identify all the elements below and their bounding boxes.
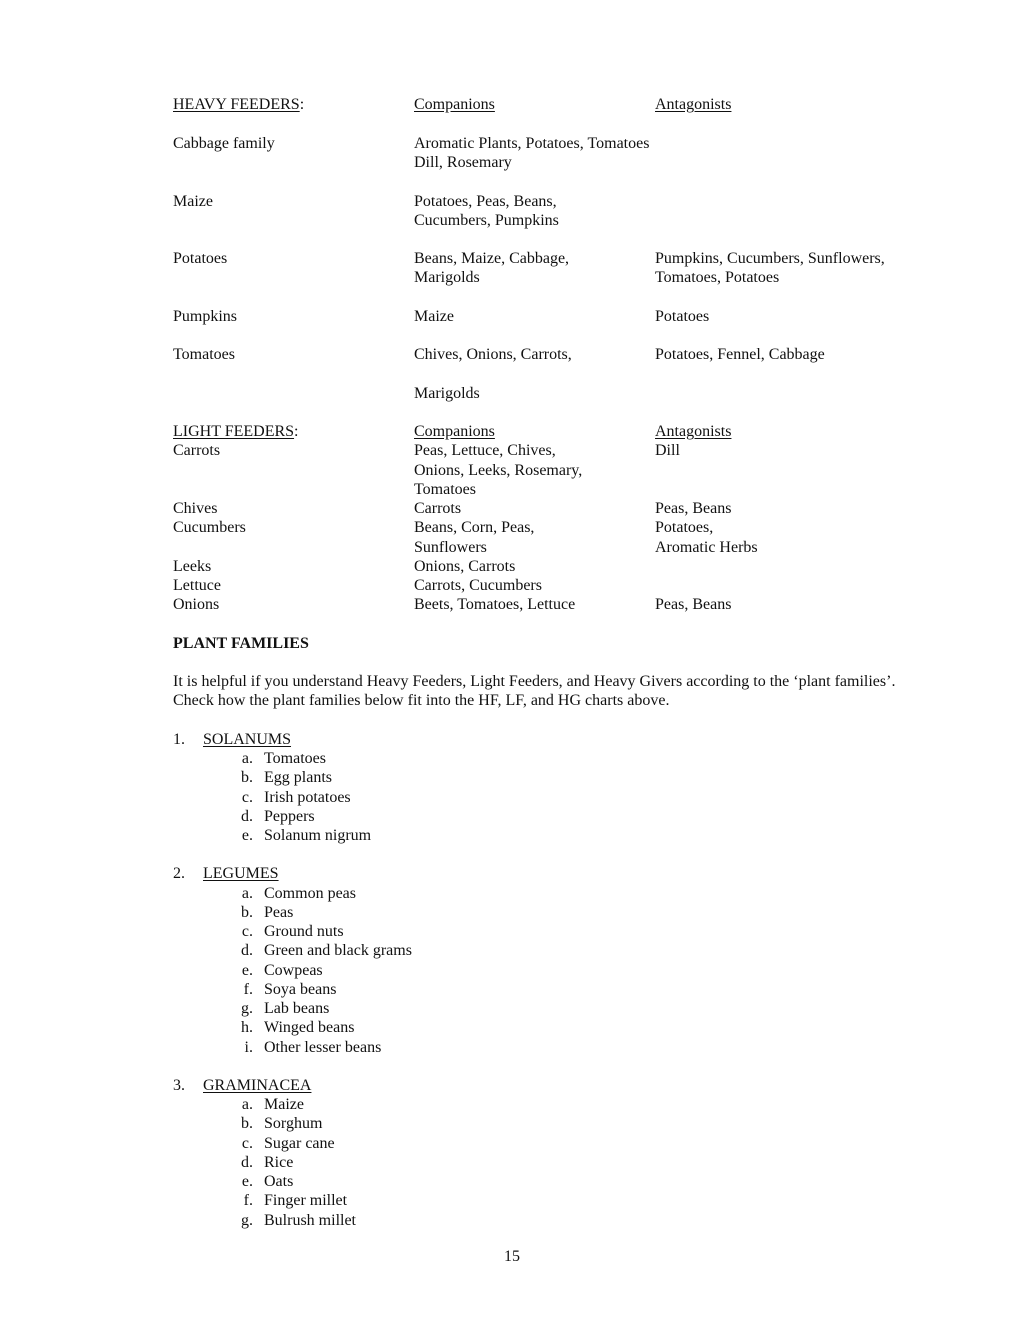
heavy-companion: Chives, Onions, Carrots, xyxy=(414,346,572,363)
heavy-antagonist: Tomatoes, Potatoes xyxy=(655,269,780,286)
light-feeders-heading: LIGHT FEEDERS: xyxy=(173,423,299,440)
page-number: 15 xyxy=(504,1248,520,1265)
light-antagonist: Aromatic Herbs xyxy=(655,539,758,556)
list-item: Other lesser beans xyxy=(264,1039,382,1056)
heavy-plant: Maize xyxy=(173,193,213,210)
light-antagonist: Peas, Beans xyxy=(655,500,732,517)
light-companion: Carrots xyxy=(414,500,462,517)
family-title: LEGUMES xyxy=(203,865,279,882)
heavy-antagonist: Potatoes xyxy=(655,308,710,325)
list-item: Egg plants xyxy=(264,769,332,786)
light-plant: Carrots xyxy=(173,442,221,459)
family-number: 3. xyxy=(173,1077,185,1094)
light-companion: Beets, Tomatoes, Lettuce xyxy=(414,596,576,613)
light-companion: Peas, Lettuce, Chives, xyxy=(414,442,556,459)
item-letter: i. xyxy=(244,1039,253,1056)
list-item: Peas xyxy=(264,904,294,921)
light-plant: Leeks xyxy=(173,558,212,575)
list-item: Irish potatoes xyxy=(264,789,351,806)
list-item: Peppers xyxy=(264,808,315,825)
heavy-plant: Cabbage family xyxy=(173,135,275,152)
family-title: SOLANUMS xyxy=(203,731,292,748)
item-letter: f. xyxy=(243,981,253,998)
list-item: Sorghum xyxy=(264,1115,323,1132)
light-plant: Cucumbers xyxy=(173,519,246,536)
list-item: Green and black grams xyxy=(264,942,412,959)
light-plant: Lettuce xyxy=(173,577,221,594)
light-antagonist: Dill xyxy=(655,442,680,459)
list-item: Tomatoes xyxy=(264,750,326,767)
light-companion: Onions, Leeks, Rosemary, xyxy=(414,462,583,479)
heavy-antagonists-header: Antagonists xyxy=(655,96,732,113)
light-antagonist: Peas, Beans xyxy=(655,596,732,613)
item-letter: d. xyxy=(241,942,253,959)
item-letter: b. xyxy=(241,769,253,786)
heavy-companion: Marigolds xyxy=(414,385,480,402)
list-item: Common peas xyxy=(264,885,356,902)
light-plant: Chives xyxy=(173,500,218,517)
item-letter: f. xyxy=(243,1192,253,1209)
item-letter: h. xyxy=(241,1019,253,1036)
list-item: Winged beans xyxy=(264,1019,355,1036)
list-item: Lab beans xyxy=(264,1000,330,1017)
heavy-antagonist: Pumpkins, Cucumbers, Sunflowers, xyxy=(655,250,885,267)
item-letter: g. xyxy=(241,1212,253,1229)
list-item: Finger millet xyxy=(264,1192,348,1209)
heavy-companion: Beans, Maize, Cabbage, xyxy=(414,250,570,267)
heavy-companion: Marigolds xyxy=(414,269,480,286)
list-item: Sugar cane xyxy=(264,1135,335,1152)
item-letter: c. xyxy=(241,789,253,806)
item-letter: a. xyxy=(241,1096,253,1113)
light-antagonist: Potatoes, xyxy=(655,519,714,536)
heavy-companion: Maize xyxy=(414,308,454,325)
item-letter: a. xyxy=(241,885,253,902)
heavy-antagonist: Potatoes, Fennel, Cabbage xyxy=(655,346,825,363)
item-letter: a. xyxy=(241,750,253,767)
item-letter: b. xyxy=(241,1115,253,1132)
plant-families-heading: PLANT FAMILIES xyxy=(173,635,309,652)
list-item: Soya beans xyxy=(264,981,337,998)
list-item: Solanum nigrum xyxy=(264,827,372,844)
intro-line: Check how the plant families below fit into the HF, LF, and HG charts above. xyxy=(173,692,670,709)
item-letter: c. xyxy=(241,923,253,940)
item-letter: e. xyxy=(241,962,253,979)
list-item: Rice xyxy=(264,1154,294,1171)
light-companions-header: Companions xyxy=(414,423,495,440)
item-letter: e. xyxy=(241,1173,253,1190)
light-companion: Carrots, Cucumbers xyxy=(414,577,542,594)
item-letter: c. xyxy=(241,1135,253,1152)
light-companion: Beans, Corn, Peas, xyxy=(414,519,535,536)
item-letter: d. xyxy=(241,808,253,825)
light-plant: Onions xyxy=(173,596,220,613)
family-number: 1. xyxy=(173,731,185,748)
list-item: Cowpeas xyxy=(264,962,323,979)
item-letter: d. xyxy=(241,1154,253,1171)
heavy-companion: Aromatic Plants, Potatoes, Tomatoes xyxy=(414,135,650,152)
item-letter: b. xyxy=(241,904,253,921)
item-letter: g. xyxy=(241,1000,253,1017)
heavy-companion: Cucumbers, Pumpkins xyxy=(414,212,559,229)
heavy-feeders-heading: HEAVY FEEDERS: xyxy=(173,96,305,113)
light-antagonists-header: Antagonists xyxy=(655,423,732,440)
list-item: Bulrush millet xyxy=(264,1212,356,1229)
item-letter: e. xyxy=(241,827,253,844)
heavy-plant: Tomatoes xyxy=(173,346,235,363)
family-title: GRAMINACEA xyxy=(203,1077,312,1094)
light-companion: Onions, Carrots xyxy=(414,558,516,575)
heavy-companions-header: Companions xyxy=(414,96,495,113)
heavy-plant: Potatoes xyxy=(173,250,228,267)
list-item: Ground nuts xyxy=(264,923,344,940)
heavy-plant: Pumpkins xyxy=(173,308,238,325)
heavy-companion: Dill, Rosemary xyxy=(414,154,512,171)
list-item: Oats xyxy=(264,1173,294,1190)
list-item: Maize xyxy=(264,1096,304,1113)
light-companion: Tomatoes xyxy=(414,481,476,498)
light-companion: Sunflowers xyxy=(414,539,487,556)
intro-line: It is helpful if you understand Heavy Feeders, Light Feeders, and Heavy Givers according to the ‘plant families’. xyxy=(173,673,896,690)
family-number: 2. xyxy=(173,865,185,882)
heavy-companion: Potatoes, Peas, Beans, xyxy=(414,193,557,210)
